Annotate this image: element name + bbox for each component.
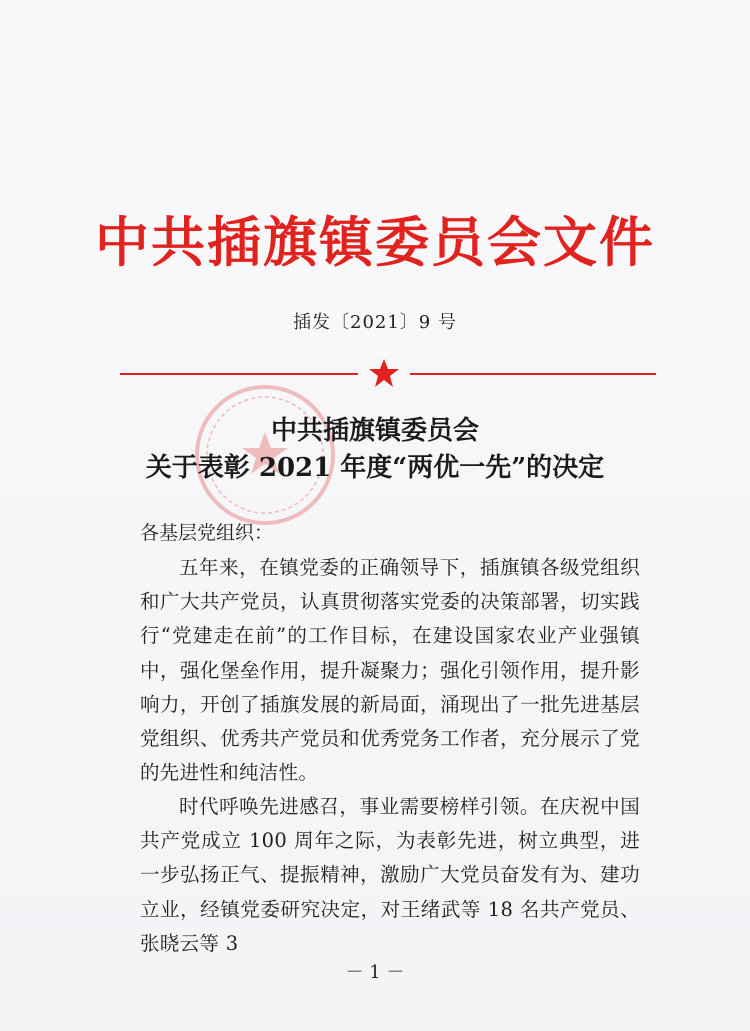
page-number: － 1 － (345, 962, 405, 983)
red-rule-right (410, 373, 656, 375)
red-rule-left (120, 373, 358, 375)
decision-heading-line1: 中共插旗镇委员会 (270, 416, 479, 446)
body-paragraph-1: 五年来，在镇党委的正确领导下，插旗镇各级党组织和广大共产党员，认真贯彻落实党委的决策部署，切实践行“党建走在前”的工作目标，在建设国家农业产业强镇中，强化堡垒作用，提升凝聚力；强化引领作用，提升影响力，开创了插旗发展的新局面，涌现出了一批先进基层党组织、优秀共产党员和优秀党务工作者，充分展示了党的先进性和纯洁性。 (140, 556, 640, 785)
body-paragraph-2: 时代呼唤先进感召，事业需要榜样引领。在庆祝中国共产党成立 100 周年之际，为表彰先进，树立典型，进一步弘扬正气、提振精神，激励广大党员奋发有为、建功立业，经镇党委研究决定，对王绪武等 18 名共产党员、张晓云等 3 (140, 795, 640, 955)
star-icon (368, 357, 400, 389)
salutation: 各基层党组织： (140, 522, 274, 544)
decision-heading-line2: 关于表彰 2021 年度“两优一先”的决定 (145, 453, 605, 483)
document-number: 插发〔2021〕9 号 (293, 312, 457, 333)
document-header-title: 中共插旗镇委员会文件 (95, 211, 655, 274)
